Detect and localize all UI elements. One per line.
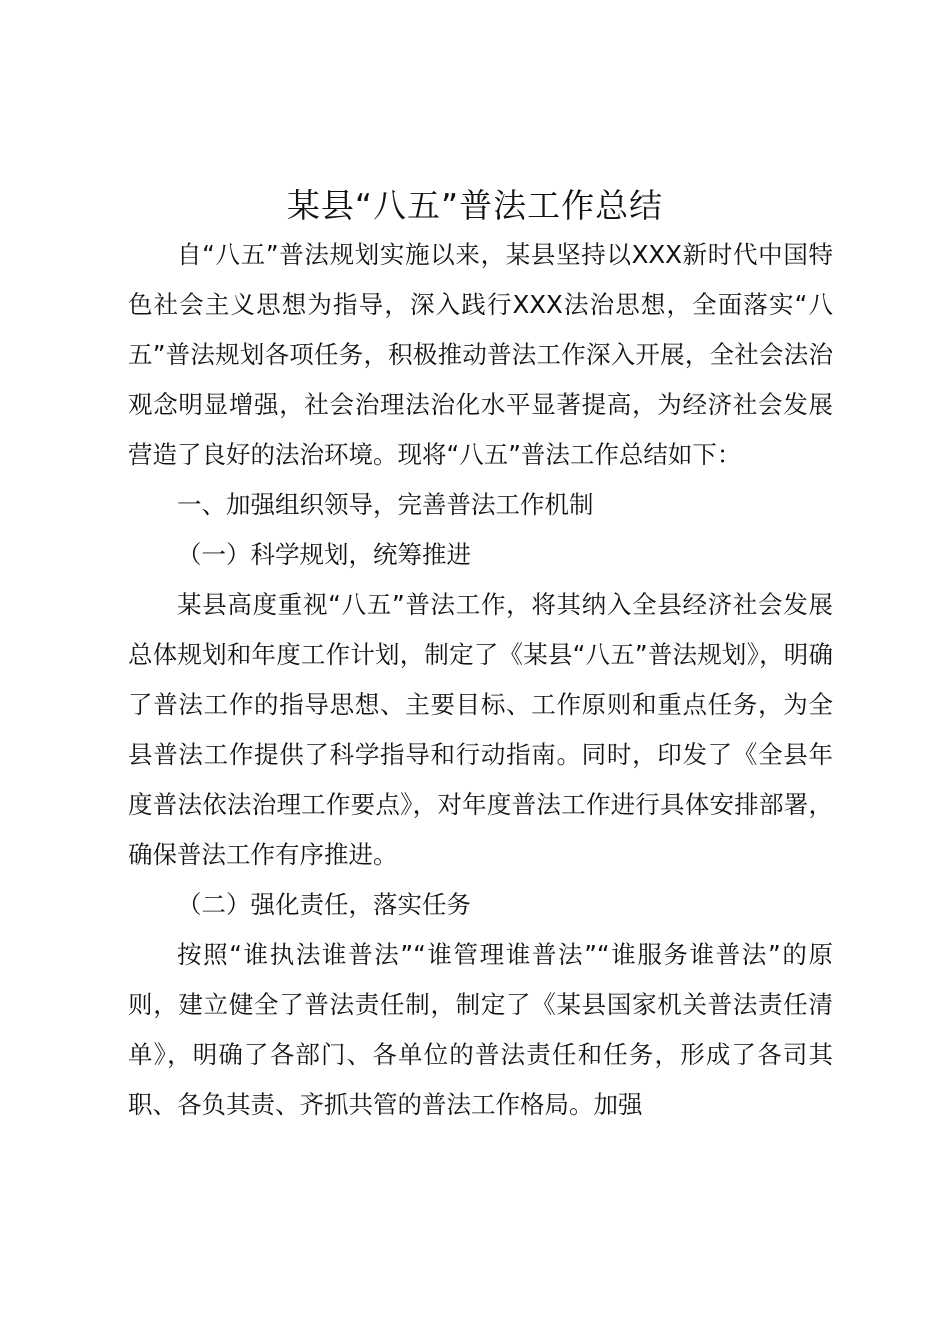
intro-paragraph: 自“八五”普法规划实施以来，某县坚持以XXX新时代中国特色社会主义思想为指导，深入践行XXX法治思想，全面落实“八五”普法规划各项任务，积极推动普法工作深入开展，全社会法治观念明显增强，社会治理法治化水平显著提高，为经济社会发展营造了良好的法治环境。现将“八五”普法工作总结如下：	[128, 240, 833, 469]
subsection-heading-2: （二）强化责任，落实任务	[177, 890, 471, 919]
subsection-heading-1: （一）科学规划，统筹推进	[177, 540, 471, 569]
subsection-paragraph-1: 某县高度重视“八五”普法工作，将其纳入全县经济社会发展总体规划和年度工作计划，制定了《某县“八五”普法规划》，明确了普法工作的指导思想、主要目标、工作原则和重点任务，为全县普法工作提供了科学指导和行动指南。同时，印发了《全县年度普法依法治理工作要点》，对年度普法工作进行具体安排部署，确保普法工作有序推进。	[128, 590, 833, 869]
subsection-paragraph-2: 按照“谁执法谁普法”“谁管理谁普法”“谁服务谁普法”的原则，建立健全了普法责任制，制定了《某县国家机关普法责任清单》，明确了各部门、各单位的普法责任和任务，形成了各司其职、各负其责、齐抓共管的普法工作格局。加强	[128, 940, 833, 1119]
section-heading-1: 一、加强组织领导，完善普法工作机制	[177, 490, 594, 519]
document-title: 某县“八五”普法工作总结	[286, 186, 664, 225]
document-body	[128, 230, 833, 1130]
